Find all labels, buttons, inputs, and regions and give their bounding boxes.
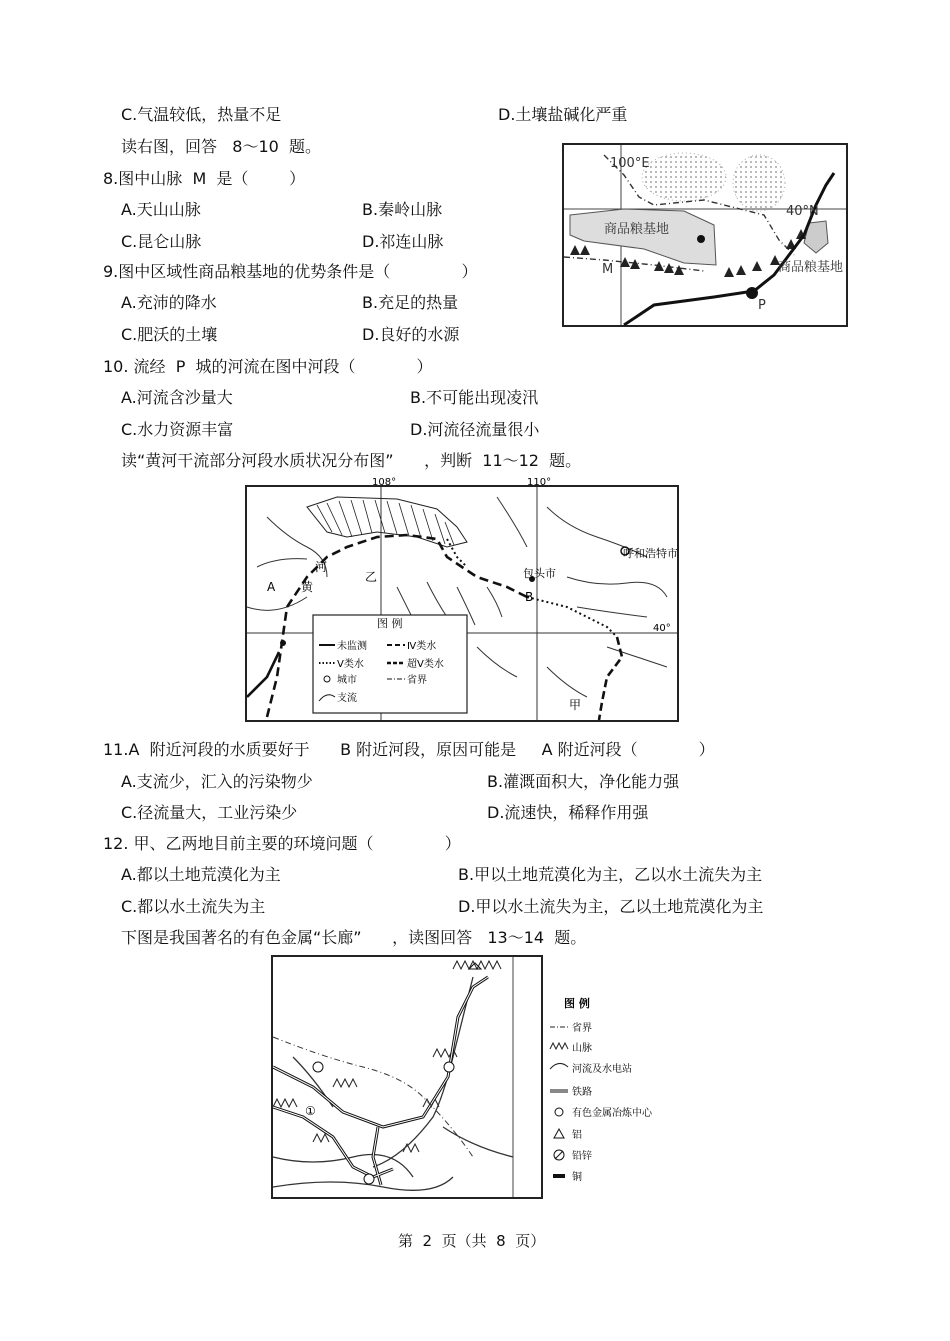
map3-legend — [550, 995, 670, 1185]
q10-stem: 10. 流经 P 城的河流在图中河段（ ） — [103, 357, 433, 376]
map2-lon-110: 110° — [527, 477, 552, 488]
map2-label-he: 河 — [315, 560, 328, 574]
map3-legend-mountain: 山脉 — [572, 1043, 592, 1054]
q10-option-a: A.河流含沙量大 — [121, 388, 233, 407]
q10-option-c: C.水力资源丰富 — [121, 420, 234, 439]
q10-option-b: B.不可能出现凌汛 — [410, 388, 539, 407]
q9-option-a: A.充沛的降水 — [121, 293, 217, 312]
q12-option-c: C.都以水土流失为主 — [121, 897, 266, 916]
q8-option-c: C.昆仑山脉 — [121, 232, 202, 251]
q8-option-d: D.祁连山脉 — [362, 232, 444, 251]
q11-option-a: A.支流少，汇入的污染物少 — [121, 772, 313, 791]
map2-label-a: A — [267, 580, 276, 594]
map2-legend-boundary: 省界 — [407, 675, 427, 686]
intro-13-14: 下图是我国著名的有色金属“长廊” ，读图回答 13～14 题。 — [121, 928, 587, 947]
map3-legend-title: 图 例 — [564, 997, 590, 1010]
map2-city-baotou: 包头市 — [523, 567, 556, 580]
map1-grain-base-east: 商品粮基地 — [778, 260, 844, 275]
q12-option-a: A.都以土地荒漠化为主 — [121, 865, 281, 884]
map1-m-label: M — [602, 262, 614, 277]
map1-latitude-label: 40°N — [786, 204, 819, 219]
q12-option-d: D.甲以水土流失为主，乙以土地荒漠化为主 — [458, 897, 764, 916]
q9-option-d: D.良好的水源 — [362, 325, 460, 344]
q8-option-a: A.天山山脉 — [121, 200, 201, 219]
q9-stem: 9.图中区域性商品粮基地的优势条件是（ ） — [103, 262, 478, 281]
q8-stem: 8.图中山脉 M 是（ ） — [103, 169, 306, 188]
map2-city-hohhot: 呼和浩特市 — [623, 547, 678, 560]
q11-option-b: B.灌溉面积大，净化能力强 — [487, 772, 680, 791]
map3-legend-aluminum: 铝 — [572, 1130, 582, 1141]
q7-option-c: C.气温较低，热量不足 — [121, 105, 282, 124]
q11-option-c: C.径流量大，工业污染少 — [121, 803, 298, 822]
q11-option-d: D.流速快，稀释作用强 — [487, 803, 649, 822]
map2-label-jia: 甲 — [569, 698, 582, 712]
intro-11-12: 读“黄河干流部分河段水质状况分布图” ，判断 11～12 题。 — [121, 451, 582, 470]
map2-label-b: B — [525, 590, 534, 604]
map3-legend-boundary: 省界 — [572, 1023, 592, 1034]
map1-p-label: P — [758, 298, 766, 313]
grain-base-map — [562, 143, 848, 327]
map2-legend-city: 城市 — [337, 675, 357, 686]
nonferrous-metal-corridor-map — [271, 955, 543, 1199]
map3-legend-lead-zinc: 铅锌 — [572, 1151, 592, 1162]
q10-option-d: D.河流径流量很小 — [410, 420, 540, 439]
map2-lat-40: 40° — [653, 623, 671, 634]
map2-legend-title: 图 例 — [377, 617, 403, 630]
map2-legend-over-class5: 超Ⅴ类水 — [407, 659, 444, 670]
map3-legend-copper: 铜 — [572, 1172, 582, 1183]
q9-option-c: C.肥沃的土壤 — [121, 325, 218, 344]
map2-legend-class5: Ⅴ类水 — [337, 659, 364, 670]
map3-lead-zinc-mark: ① — [305, 1104, 316, 1118]
page-footer: 第 2 页（共 8 页） — [398, 1232, 546, 1250]
map3-legend-river: 河流及水电站 — [572, 1064, 632, 1075]
map1-longitude-label: 100°E — [610, 156, 650, 171]
map2-legend-class4: Ⅳ类水 — [407, 641, 437, 652]
map2-lon-108: 108° — [372, 477, 397, 488]
q8-option-b: B.秦岭山脉 — [362, 200, 443, 219]
map1-grain-base-west: 商品粮基地 — [604, 222, 670, 237]
q12-stem: 12. 甲、乙两地目前主要的环境问题（ ） — [103, 834, 461, 853]
intro-8-10: 读右图，回答 8～10 题。 — [121, 137, 321, 156]
q11-stem: 11.A 附近河段的水质要好于 B 附近河段，原因可能是 A 附近河段（ ） — [103, 740, 715, 759]
map3-legend-railway: 铁路 — [572, 1087, 592, 1098]
q7-option-d: D.土壤盐碱化严重 — [498, 105, 628, 124]
map3-legend-smelting-center: 有色金属冶炼中心 — [572, 1108, 652, 1119]
map2-legend-unmonitored: 未监测 — [337, 641, 367, 652]
yellow-river-water-quality-map — [245, 477, 679, 722]
map2-legend-tributary: 支流 — [337, 693, 357, 704]
q12-option-b: B.甲以土地荒漠化为主，乙以水土流失为主 — [458, 865, 763, 884]
q9-option-b: B.充足的热量 — [362, 293, 459, 312]
map2-label-huang: 黄 — [301, 580, 314, 594]
map2-label-yi: 乙 — [365, 570, 378, 584]
